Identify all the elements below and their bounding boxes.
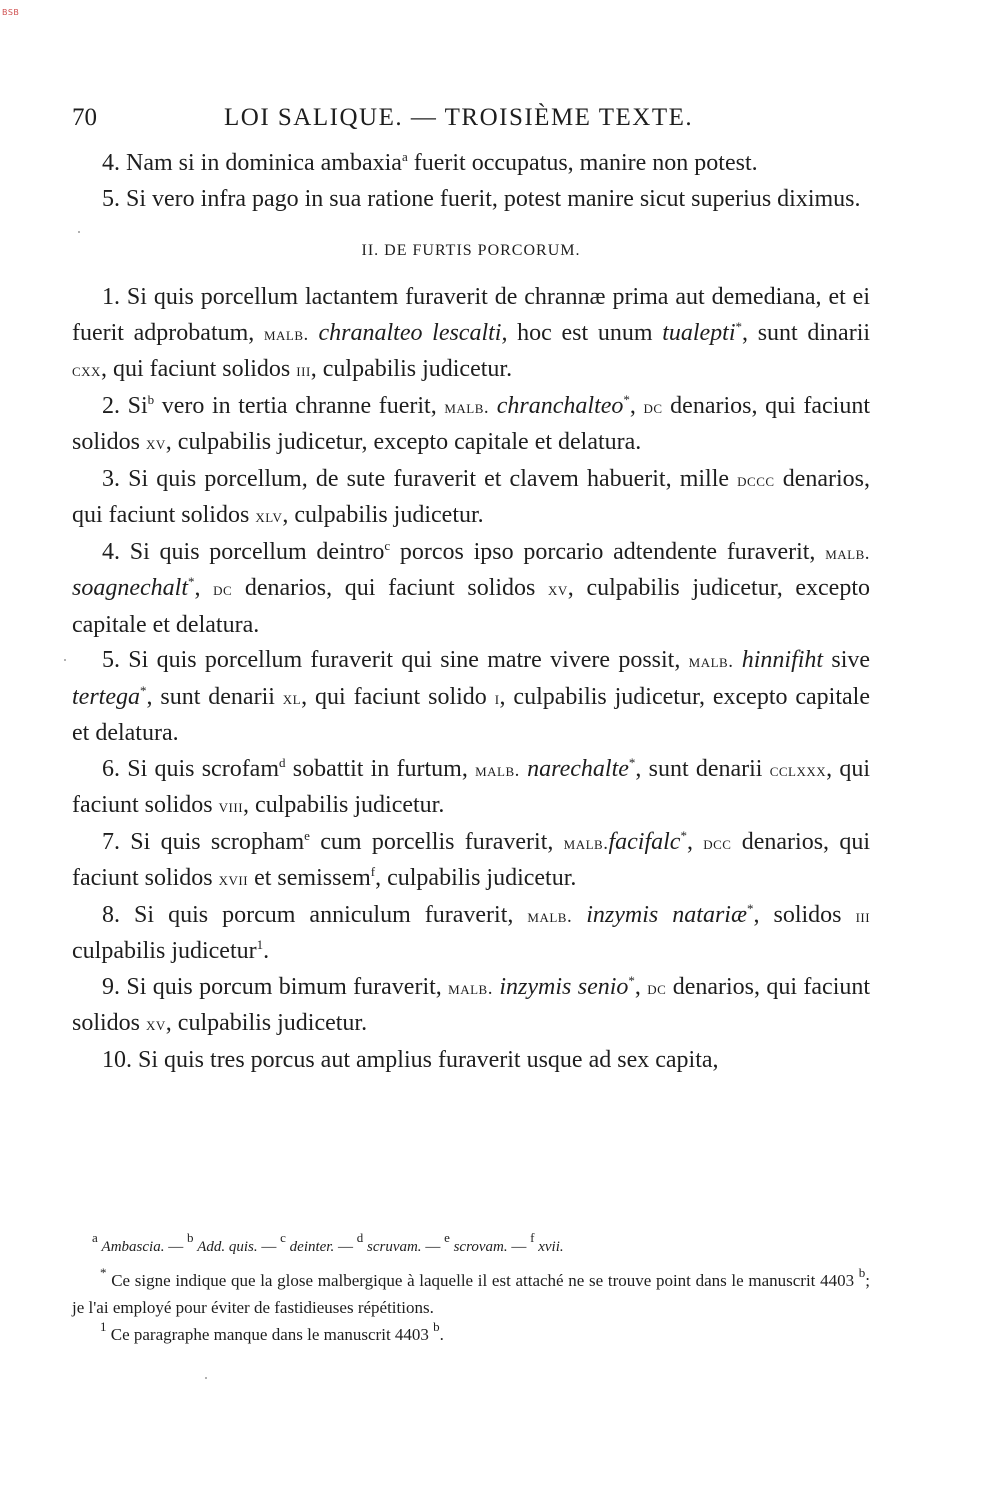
page-number: 70 bbox=[72, 104, 97, 131]
malberg-gloss: facifalc bbox=[608, 828, 681, 855]
malberg-gloss: tertega bbox=[72, 683, 140, 710]
malberg-gloss: inzymis senio bbox=[499, 973, 629, 1000]
paragraph-8: 8. Si quis porcum anniculum furaverit, malb. inzymis natariæ*, solidos iii culpabilis judicetur$^1$. bbox=[72, 900, 871, 964]
roman-numeral: viii bbox=[218, 796, 244, 817]
roman-numeral: cxx bbox=[72, 360, 101, 381]
intro-paragraph-5: 5. Si vero infra pago in sua ratione fuerit, potest manire sicut superius diximus. bbox=[102, 185, 861, 212]
library-stamp: BSB bbox=[2, 8, 20, 17]
star-mark: * bbox=[735, 318, 743, 334]
footnote-1: $^1$ Ce paragraphe manque dans le manuscrit 4403 $^b$. bbox=[100, 1319, 444, 1344]
malberg-gloss: chranchalteo bbox=[496, 392, 624, 419]
roman-numeral: xv bbox=[146, 1014, 166, 1035]
paragraph-4: 4. Si quis porcellum deintro$^c$ porcos ipso porcario adtendente furaverit, malb. soagnechalt*, dc denarios, qui faciunt solidos xv, culpabilis judicetur, excepto capitale et delatura. bbox=[72, 537, 871, 638]
malberg-gloss: narechalte bbox=[527, 755, 629, 782]
malb-abbrev: malb. bbox=[448, 977, 493, 999]
star-mark: * bbox=[628, 972, 635, 988]
malb-abbrev: malb. bbox=[563, 832, 609, 854]
paragraph-3: 3. Si quis porcellum, de sute furaverit et clavem habuerit, mille dccc denarios, qui faciunt solidos xlv, culpabilis judicetur. bbox=[72, 465, 871, 528]
running-title: LOI SALIQUE. — TROISIÈME TEXTE. bbox=[224, 104, 694, 131]
malb-abbrev: malb. bbox=[825, 542, 871, 564]
paragraph-10: 10. Si quis tres porcus aut amplius furaverit usque ad sex capita, bbox=[102, 1046, 719, 1073]
paragraph-2: 2. Si$^b$ vero in tertia chranne fuerit, malb. chranchalteo*, dc denarios, qui faciunt solidos xv, culpabilis judicetur, excepto capitale et delatura. bbox=[72, 391, 870, 455]
star-mark: * bbox=[680, 827, 687, 843]
star-mark: * bbox=[746, 900, 754, 916]
roman-numeral: cclxxx bbox=[769, 759, 827, 781]
malberg-gloss: tualepti bbox=[662, 319, 736, 346]
roman-numeral: xv bbox=[146, 433, 166, 454]
malb-abbrev: malb. bbox=[263, 323, 309, 345]
roman-numeral: dc bbox=[213, 579, 233, 600]
intro-paragraph-4: 4. Nam si in dominica ambaxia$^a$ fuerit occupatus, manire non potest. bbox=[102, 149, 758, 176]
malb-abbrev: malb. bbox=[475, 759, 520, 781]
footnote-ref: c bbox=[384, 537, 391, 553]
roman-numeral: i bbox=[494, 687, 500, 709]
roman-numeral: iii bbox=[296, 360, 311, 381]
roman-numeral: iii bbox=[855, 905, 871, 927]
footnote-ref: a bbox=[401, 149, 408, 164]
malberg-gloss: hinnifiht bbox=[741, 647, 824, 673]
footnote-ref: f bbox=[370, 864, 376, 879]
roman-numeral: dc bbox=[647, 977, 667, 999]
roman-numeral: dccc bbox=[737, 469, 775, 491]
roman-numeral: xv bbox=[548, 579, 568, 600]
paragraph-5: 5. Si quis porcellum furaverit qui sine matre vivere possit, malb. hinnifiht sive tertega*, sunt denarii xl, qui faciunt solido i, culpabilis judicetur, excepto capitale et delatura. bbox=[72, 647, 871, 746]
paper-speck bbox=[78, 231, 80, 233]
footnote-star: * Ce signe indique que la glose malbergique à laquelle il est attaché ne se trouve point dans le manuscrit 4403 $^b$; je l'ai employé pour éviter de fastidieuses répétitions. bbox=[72, 1265, 871, 1317]
footnote-ref: b bbox=[147, 391, 155, 407]
malberg-gloss: chranalteo lescalti, bbox=[318, 319, 508, 346]
paragraph-1: 1. Si quis porcellum lactantem furaverit de chrannæ prima aut demediana, et ei fuerit adprobatum, malb. chranalteo lescalti, hoc est unum tualepti*, sunt dinarii cxx, qui faciunt solidos iii, culpabilis judicetur. bbox=[72, 284, 871, 382]
paper-speck bbox=[205, 1377, 207, 1379]
variant-readings: $^a$ Ambascia. — $^b$ Add. quis. — $^c$ deinter. — $^d$ scruvam. — $^e$ scrovam. — $^f$ xvii. bbox=[92, 1230, 564, 1255]
star-mark: * bbox=[139, 682, 147, 698]
malb-abbrev: malb. bbox=[688, 651, 734, 672]
malb-abbrev: malb. bbox=[444, 396, 490, 418]
roman-numeral: xvii bbox=[218, 869, 249, 890]
malberg-gloss: soagnechalt bbox=[72, 575, 188, 601]
main-text bbox=[72, 146, 870, 1078]
star-mark: * bbox=[628, 754, 636, 770]
footnote-ref: d bbox=[279, 754, 286, 770]
footnote-ref: 1 bbox=[256, 937, 264, 952]
star-mark: * bbox=[623, 391, 630, 407]
running-header bbox=[72, 104, 872, 134]
paragraph-7: 7. Si quis scropham$^e$ cum porcellis furaverit, malb.facifalc*, dcc denarios, qui faciunt solidos xvii et semissem$^f$, culpabilis judicetur. bbox=[72, 827, 871, 891]
paragraph-9: 9. Si quis porcum bimum furaverit, malb. inzymis senio*, dc denarios, qui faciunt solidos xv, culpabilis judicetur. bbox=[72, 972, 871, 1036]
malberg-gloss: inzymis natariæ bbox=[586, 901, 747, 928]
malb-abbrev: malb. bbox=[527, 905, 573, 927]
paragraph-6: 6. Si quis scrofam$^d$ sobattit in furtum, malb. narechalte*, sunt denarii cclxxx, qui faciunt solidos viii, culpabilis judicetur. bbox=[72, 754, 871, 818]
footnotes bbox=[72, 1230, 871, 1348]
footnote-ref: e bbox=[304, 827, 310, 843]
star-mark: * bbox=[187, 574, 195, 589]
roman-numeral: dcc bbox=[703, 832, 732, 854]
roman-numeral: xl bbox=[282, 687, 302, 709]
roman-numeral: dc bbox=[643, 396, 663, 418]
paper-speck bbox=[64, 659, 66, 661]
section-title: II. DE FURTIS PORCORUM. bbox=[361, 242, 581, 259]
roman-numeral: xlv bbox=[255, 506, 283, 527]
